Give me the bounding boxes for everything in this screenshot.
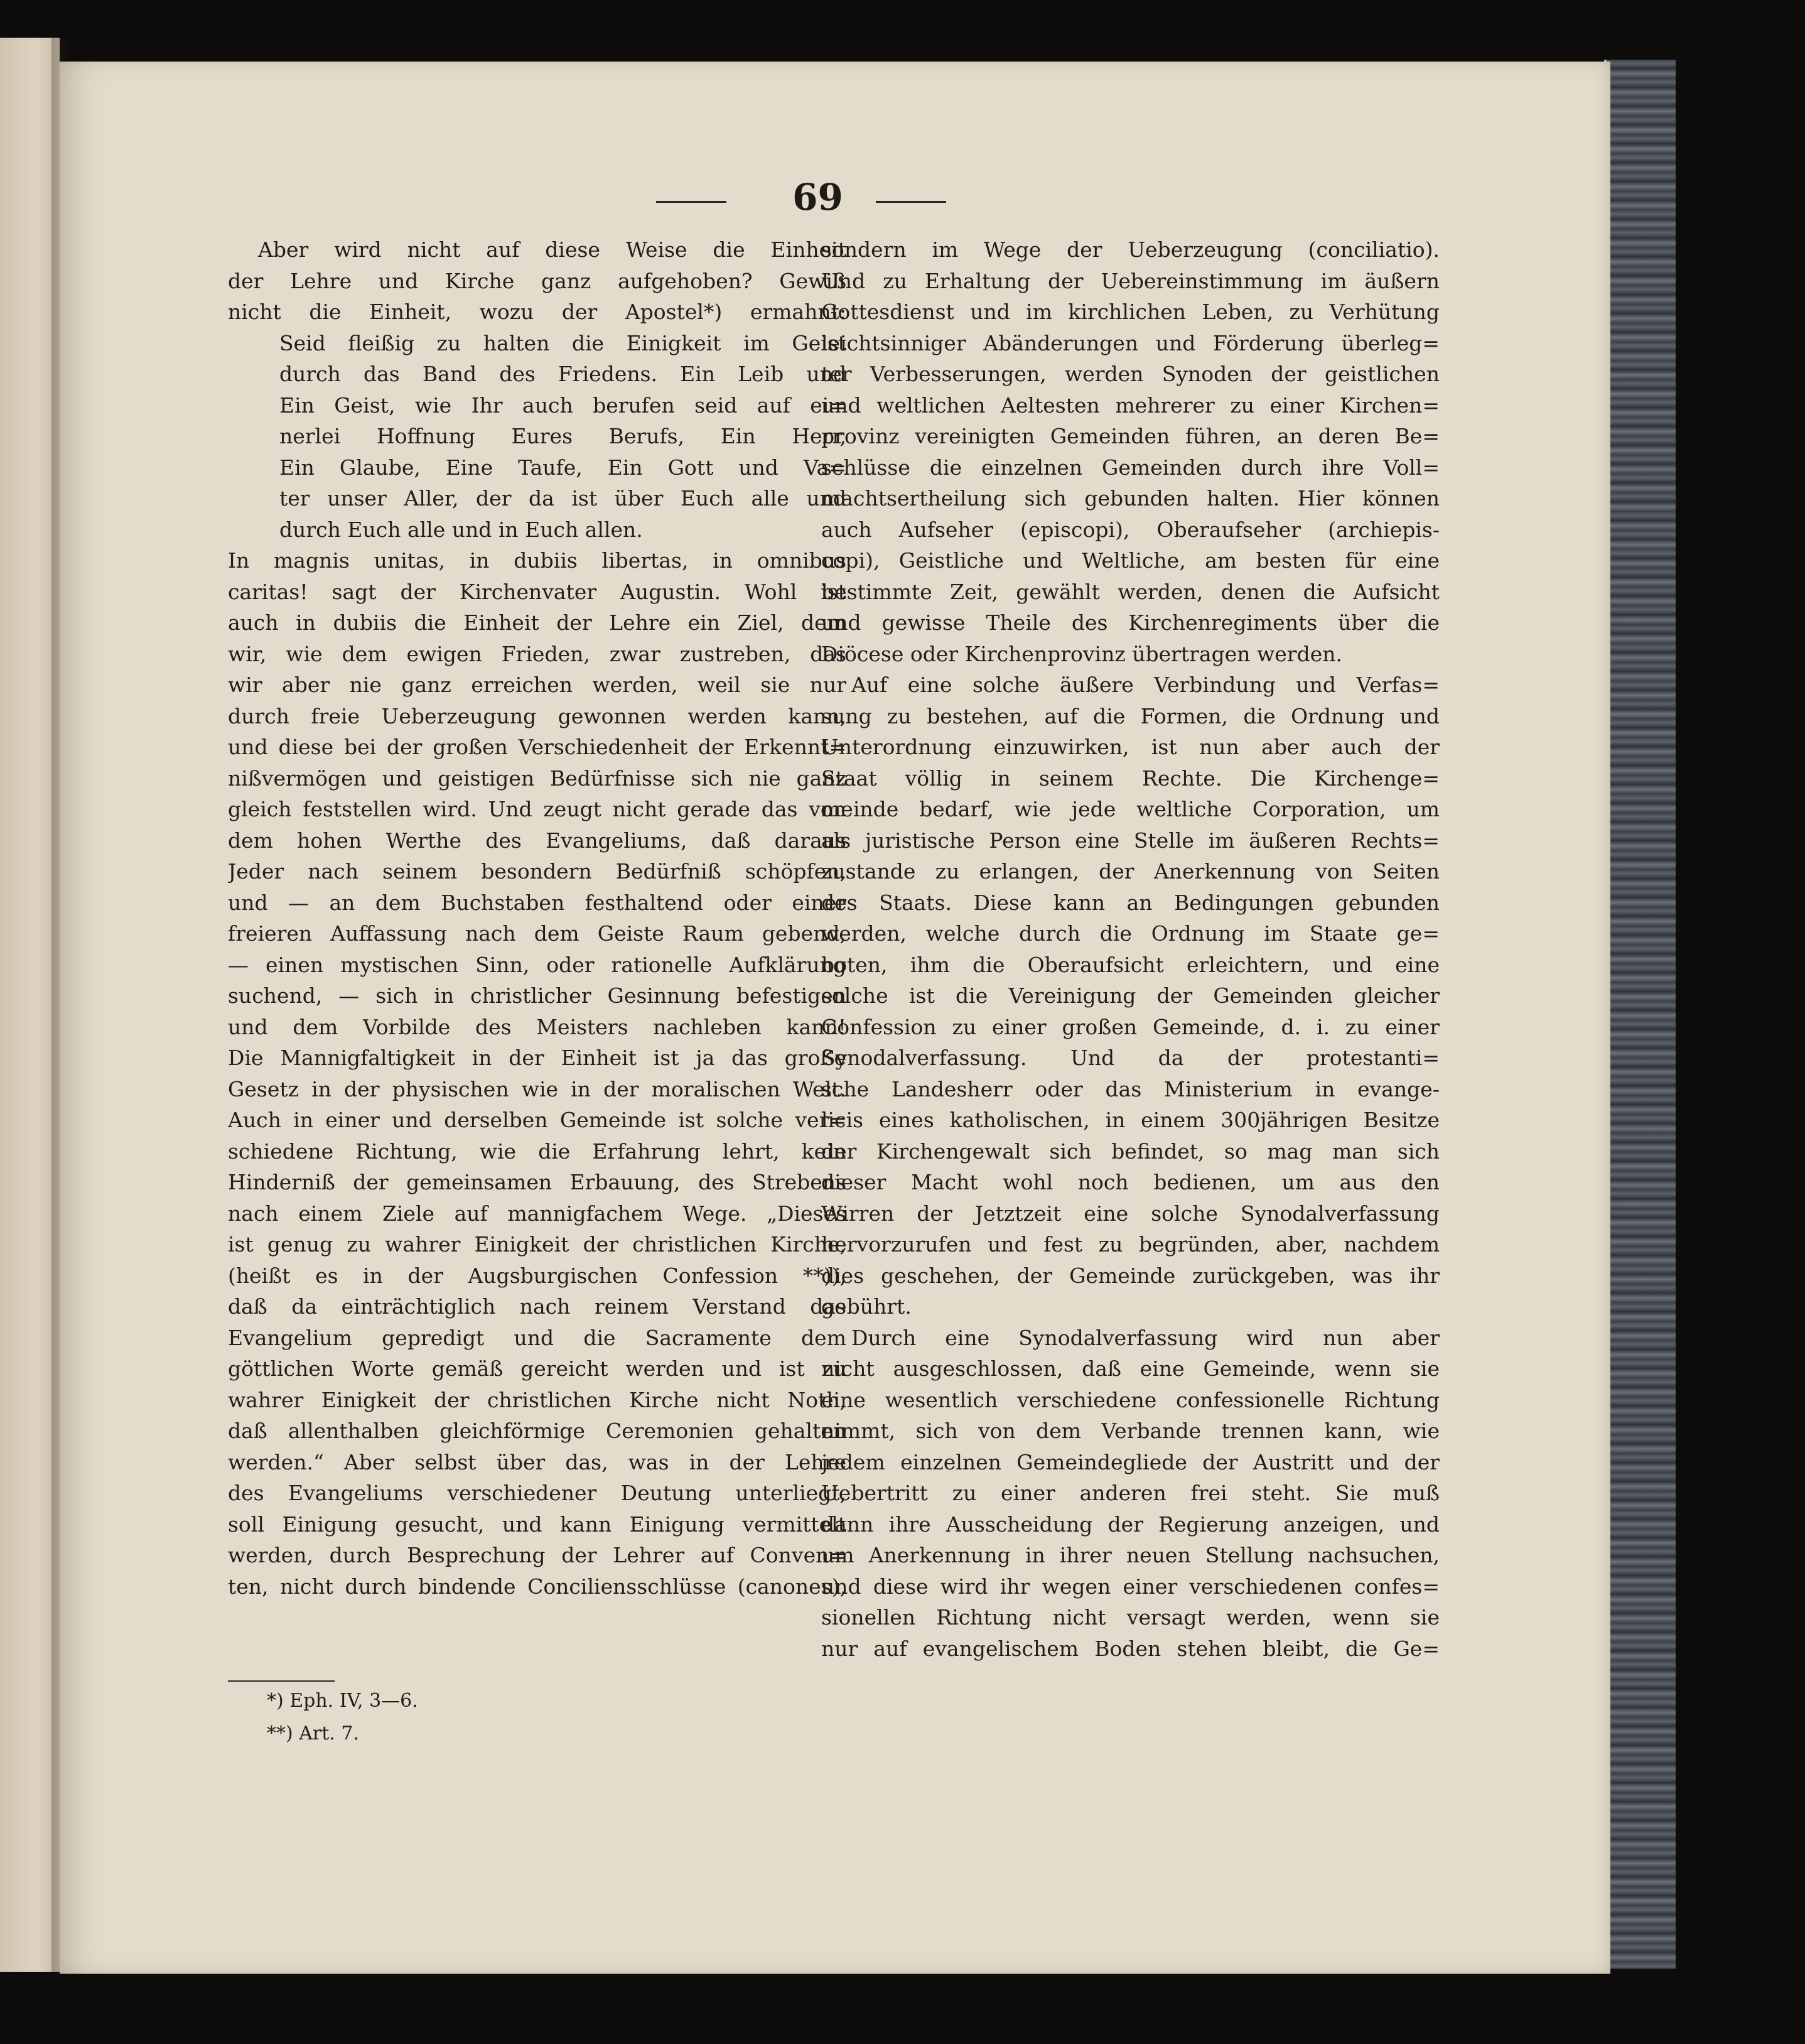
text-line: Ein Geist, wie Ihr auch berufen seid auf ei=	[279, 392, 846, 418]
text-line: ist genug zu wahrer Einigkeit der christlichen Kirche,	[228, 1232, 846, 1257]
text-line: bestimmte Zeit, gewählt werden, denen die Aufsicht	[821, 579, 1440, 604]
text-line: gebührt.	[821, 1294, 912, 1319]
text-line: daß allenthalben gleichförmige Ceremonien gehalten	[228, 1419, 846, 1443]
text-line: schlüsse die einzelnen Gemeinden durch ihre Voll=	[821, 455, 1440, 480]
text-line: leichtsinniger Abänderungen und Förderung überleg=	[821, 330, 1440, 355]
text-line: auch Aufseher (episcopi), Oberaufseher (archiepis-	[821, 517, 1440, 542]
text-line: Staat völlig in seinem Rechte. Die Kirchenge=	[821, 765, 1440, 791]
text-line: Hinderniß der gemeinsamen Erbauung, des Strebens	[228, 1170, 846, 1194]
text-line: copi), Geistliche und Weltliche, am besten für eine	[821, 548, 1440, 573]
text-line: Auch in einer und derselben Gemeinde ist solche ver=	[228, 1108, 846, 1132]
text-line: nimmt, sich von dem Verbande trennen kann, wie	[821, 1419, 1440, 1443]
text-line: caritas! sagt der Kirchenvater Augustin. Wohl ist	[228, 579, 846, 604]
page-number: 69	[792, 176, 843, 219]
text-line: Gesetz in der physischen wie in der moralischen Welt.	[228, 1076, 846, 1101]
text-line: ten, nicht durch bindende Conciliensschlüsse (canones),	[228, 1574, 846, 1599]
text-line: durch freie Ueberzeugung gewonnen werden kann,	[228, 703, 846, 728]
text-line: nicht die Einheit, wozu der Apostel*) ermahnt:	[228, 300, 846, 324]
text-line: und — an dem Buchstaben festhaltend oder einer	[228, 890, 846, 915]
footnote: *) Eph. IV, 3—6.	[267, 1690, 418, 1712]
text-line: der Lehre und Kirche ganz aufgehoben? Gewiß	[228, 268, 846, 293]
text-line: und dem Vorbilde des Meisters nachleben kann!	[228, 1014, 846, 1039]
text-line: wir aber nie ganz erreichen werden, weil sie nur	[228, 673, 846, 697]
text-line: In magnis unitas, in dubiis libertas, in omnibus	[228, 548, 846, 573]
text-line: Die Mannigfaltigkeit in der Einheit ist ja das große	[228, 1046, 846, 1070]
text-line: schiedene Richtung, wie die Erfahrung lehrt, kein	[228, 1138, 846, 1164]
text-line: dann ihre Ausscheidung der Regierung anzeigen, und	[821, 1511, 1440, 1537]
text-line: um Anerkennung in ihrer neuen Stellung nachsuchen,	[821, 1543, 1440, 1567]
left-column	[228, 234, 846, 1602]
text-line: jedem einzelnen Gemeindegliede der Austritt und der	[821, 1449, 1440, 1474]
text-line: wir, wie dem ewigen Frieden, zwar zustreben, das	[228, 641, 846, 666]
page	[60, 62, 1610, 1974]
text-line: (heißt es in der Augsburgischen Confession **)),	[228, 1263, 846, 1288]
text-line: Aber wird nicht auf diese Weise die Einheit	[258, 237, 846, 262]
text-line: Unterordnung einzuwirken, ist nun aber auch der	[821, 735, 1440, 759]
text-line: Seid fleißig zu halten die Einigkeit im Geist	[279, 330, 846, 355]
text-line: des Evangeliums verschiedener Deutung unterliegt,	[228, 1481, 846, 1505]
text-line: nißvermögen und geistigen Bedürfnisse sich nie ganz	[228, 765, 846, 791]
footnote: **) Art. 7.	[267, 1722, 359, 1744]
text-line: auch in dubiis die Einheit der Lehre ein Ziel, dem	[228, 610, 846, 635]
text-line: eine wesentlich verschiedene confessionelle Richtung	[821, 1387, 1440, 1412]
text-line: licis eines katholischen, in einem 300jährigen Besitze	[821, 1108, 1440, 1132]
header-rule-left	[656, 201, 726, 203]
text-line: Gottesdienst und im kirchlichen Leben, zu Verhütung	[821, 300, 1440, 324]
text-line: Uebertritt zu einer anderen frei steht. Sie muß	[821, 1481, 1440, 1505]
text-line: provinz vereinigten Gemeinden führen, an deren Be=	[821, 424, 1440, 448]
text-line: Synodalverfassung. Und da der protestanti=	[821, 1046, 1440, 1070]
text-line: des Staats. Diese kann an Bedingungen gebunden	[821, 890, 1440, 915]
text-line: Ein Glaube, Eine Taufe, Ein Gott und Va=	[279, 455, 846, 480]
text-line: boten, ihm die Oberaufsicht erleichtern, und eine	[821, 952, 1440, 977]
text-line: wahrer Einigkeit der christlichen Kirche nicht Noth,	[228, 1387, 846, 1412]
text-line: Evangelium gepredigt und die Sacramente dem	[228, 1325, 846, 1350]
footnote-rule	[228, 1680, 335, 1682]
left-page-edge	[0, 38, 60, 1972]
text-line: hervorzurufen und fest zu begründen, aber, nachdem	[821, 1232, 1440, 1257]
footnotes	[267, 1685, 644, 1750]
text-line: durch Euch alle und in Euch allen.	[279, 517, 643, 542]
text-line: werden, welche durch die Ordnung im Staate ge=	[821, 921, 1440, 946]
text-line: nerlei Hoffnung Eures Berufs, Ein Herr,	[279, 424, 846, 448]
text-line: machtsertheilung sich gebunden halten. Hier können	[821, 486, 1440, 511]
text-line: ter Verbesserungen, werden Synoden der geistlichen	[821, 362, 1440, 386]
text-line: nach einem Ziele auf mannigfachem Wege. „Dieses	[228, 1201, 846, 1226]
text-line: göttlichen Worte gemäß gereicht werden und ist zu	[228, 1356, 846, 1381]
text-line: Jeder nach seinem besondern Bedürfniß schöpfen,	[228, 859, 846, 884]
text-line: meinde bedarf, wie jede weltliche Corporation, um	[821, 797, 1440, 821]
text-line: zustande zu erlangen, der Anerkennung von Seiten	[821, 859, 1440, 884]
text-line: dieser Macht wohl noch bedienen, um aus den	[821, 1170, 1440, 1194]
text-line: sche Landesherr oder das Ministerium in evange-	[821, 1076, 1440, 1101]
text-line: werden, durch Besprechung der Lehrer auf Conven=	[228, 1543, 846, 1567]
text-line: freieren Auffassung nach dem Geiste Raum gebend,	[228, 921, 846, 946]
page-header	[60, 176, 1610, 226]
text-line: suchend, — sich in christlicher Gesinnung befestigen	[228, 983, 846, 1008]
text-line: durch das Band des Friedens. Ein Leib und	[279, 362, 846, 386]
text-line: werden.“ Aber selbst über das, was in der Lehre	[228, 1449, 846, 1474]
text-line: solche ist die Vereinigung der Gemeinden gleicher	[821, 983, 1440, 1008]
text-line: sung zu bestehen, auf die Formen, die Ordnung und	[821, 703, 1440, 728]
text-line: nur auf evangelischem Boden stehen bleibt, die Ge=	[821, 1636, 1440, 1661]
text-line: und gewisse Theile des Kirchenregiments über die	[821, 610, 1440, 635]
text-line: und weltlichen Aeltesten mehrerer zu einer Kirchen=	[821, 392, 1440, 418]
text-line: sondern im Wege der Ueberzeugung (conciliatio).	[821, 237, 1440, 262]
text-line: gleich feststellen wird. Und zeugt nicht gerade das von	[228, 797, 846, 821]
text-line: Und zu Erhaltung der Uebereinstimmung im äußern	[821, 268, 1440, 293]
text-line: sionellen Richtung nicht versagt werden, wenn sie	[821, 1605, 1440, 1630]
book-spine	[1604, 60, 1676, 1969]
text-line: als juristische Person eine Stelle im äußeren Rechts=	[821, 828, 1440, 853]
header-rule-right	[876, 201, 946, 203]
text-line: dem hohen Werthe des Evangeliums, daß daraus	[228, 828, 846, 853]
right-column	[821, 234, 1440, 1664]
text-line: ter unser Aller, der da ist über Euch alle und	[279, 486, 846, 511]
text-line: Auf eine solche äußere Verbindung und Verfas=	[851, 673, 1440, 697]
text-line: — einen mystischen Sinn, oder rationelle Aufklärung	[228, 952, 846, 977]
text-line: der Kirchengewalt sich befindet, so mag man sich	[821, 1138, 1440, 1164]
text-line: Durch eine Synodalverfassung wird nun aber	[851, 1325, 1440, 1350]
text-line: Wirren der Jetztzeit eine solche Synodalverfassung	[821, 1201, 1440, 1226]
text-line: nicht ausgeschlossen, daß eine Gemeinde, wenn sie	[821, 1356, 1440, 1381]
text-line: soll Einigung gesucht, und kann Einigung vermittelt	[228, 1511, 846, 1537]
text-line: daß da einträchtiglich nach reinem Verstand das	[228, 1294, 846, 1319]
text-line: Confession zu einer großen Gemeinde, d. i. zu einer	[821, 1014, 1440, 1039]
text-line: und diese bei der großen Verschiedenheit der Erkennt=	[228, 735, 846, 759]
text-line: Diöcese oder Kirchenprovinz übertragen werden.	[821, 641, 1342, 666]
text-line: dies geschehen, der Gemeinde zurückgeben, was ihr	[821, 1263, 1440, 1288]
text-line: und diese wird ihr wegen einer verschiedenen confes=	[821, 1574, 1440, 1599]
